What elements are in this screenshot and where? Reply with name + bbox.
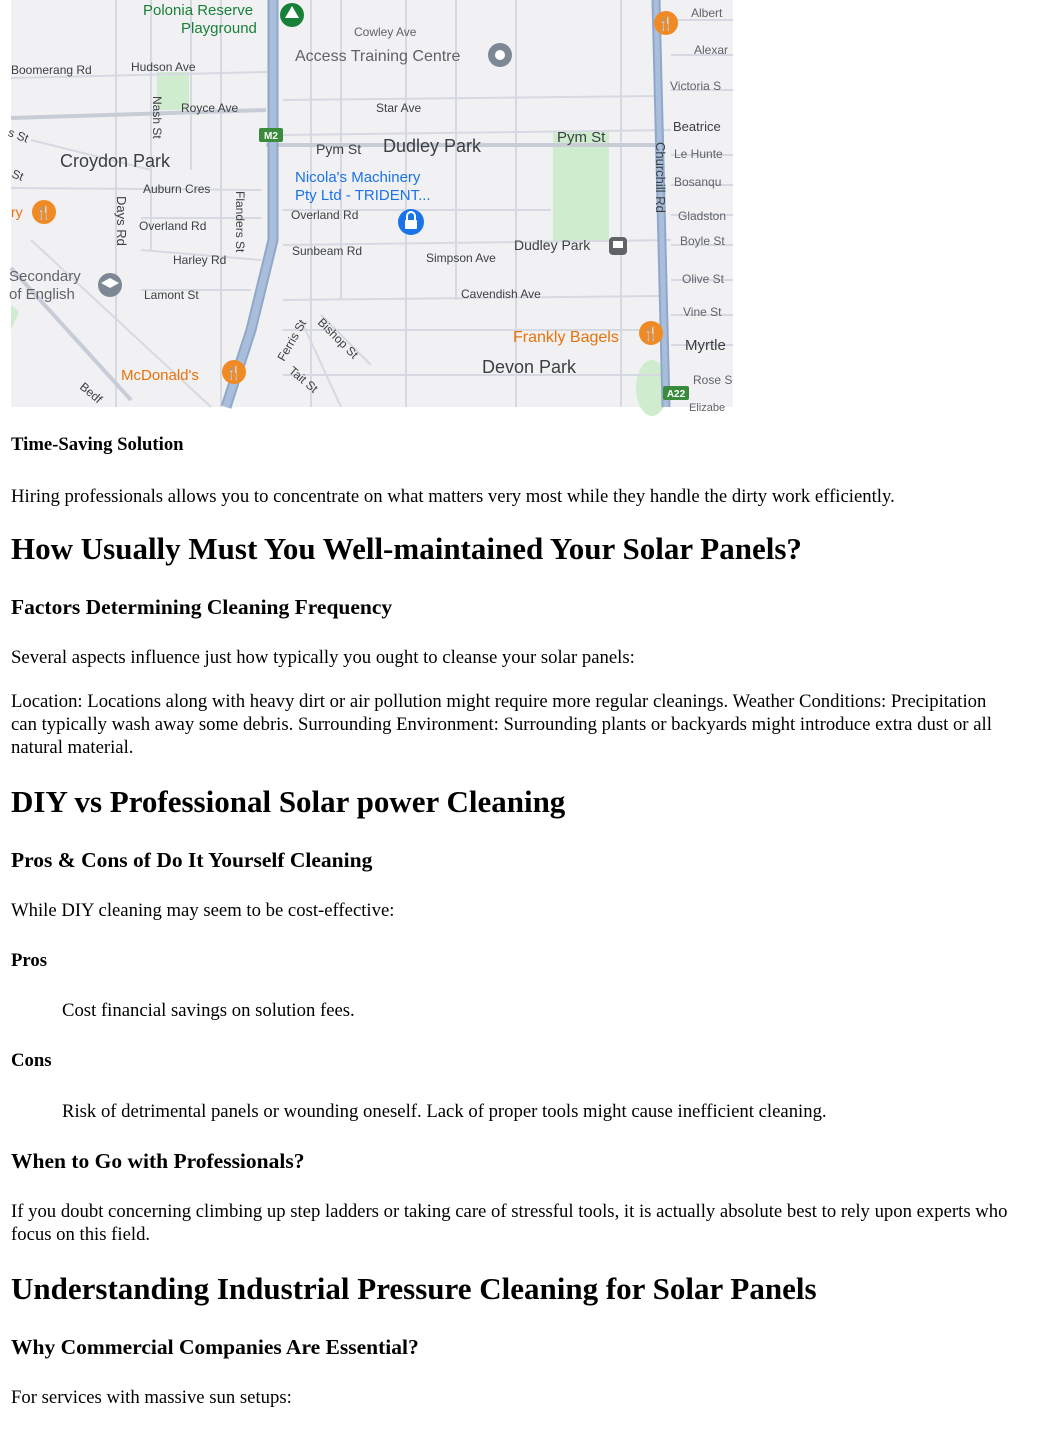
map-label-myrtle: Myrtle — [685, 337, 726, 354]
map-label-auburn: Auburn Cres — [143, 182, 211, 196]
map-label-gladstone: Gladston — [678, 209, 727, 223]
cons-heading: Cons — [11, 1050, 52, 1071]
map-label-dudley-station: Dudley Park — [514, 237, 591, 253]
time-saving-heading: Time-Saving Solution — [11, 434, 184, 455]
svg-text:🍴: 🍴 — [35, 205, 53, 220]
map-label-alberton: Albert — [691, 6, 723, 20]
restaurant-icon[interactable] — [32, 200, 56, 224]
map-label-left-st2: St — [9, 166, 26, 184]
svg-text:🍴: 🍴 — [657, 16, 675, 31]
map-label-polonia: Polonia Reserve — [143, 2, 254, 19]
map-label-polonia-2: Playground — [181, 20, 257, 37]
map-label-cavendish: Cavendish Ave — [461, 287, 541, 301]
map-label-ferris: Ferris St — [274, 317, 310, 364]
restaurant-icon[interactable] — [222, 360, 246, 384]
diy-vs-heading: DIY vs Professional Solar power Cleaning — [11, 784, 566, 819]
map-image[interactable] — [6, 0, 733, 414]
tree-icon[interactable] — [280, 3, 304, 27]
map-graphic — [6, 0, 733, 414]
map-label-dudley-park: Dudley Park — [383, 136, 482, 156]
map-label-lamont: Lamont St — [144, 288, 199, 302]
place-icon[interactable] — [488, 43, 512, 67]
svg-text:🍴: 🍴 — [225, 365, 243, 380]
map-label-frankly: Frankly Bagels — [513, 329, 619, 346]
map-label-cowley: Cowley Ave — [354, 25, 417, 39]
map-label-overland-left: Overland Rd — [139, 219, 207, 233]
map-label-pym-right: Pym St — [557, 129, 606, 146]
map-label-le-hunte: Le Hunte — [674, 147, 723, 161]
svg-text:🍴: 🍴 — [642, 326, 660, 341]
map-label-olive: Olive St — [682, 272, 725, 286]
several-aspects-paragraph: Several aspects influence just how typically you ought to cleanse your solar panels: — [11, 647, 635, 668]
map-label-harley: Harley Rd — [173, 253, 227, 267]
hiring-paragraph: Hiring professionals allows you to concentrate on what matters very most while they handle the dirty work efficiently. — [11, 486, 895, 507]
map-label-royce: Royce Ave — [181, 101, 239, 115]
map-label-flanders: Flanders St — [233, 191, 247, 253]
map-label-access: Access Training Centre — [295, 48, 461, 65]
map-label-victoria: Victoria S — [670, 79, 722, 93]
map-label-nash: Nash St — [150, 96, 164, 139]
map-label-boomerang: Boomerang Rd — [11, 63, 92, 77]
map-label-churchill: Churchill Rd — [653, 142, 668, 213]
map-label-nicolas: Nicola's Machinery — [295, 169, 421, 186]
map-label-tait: Tait St — [286, 363, 321, 396]
lock-icon[interactable] — [398, 209, 424, 235]
map-label-secondary: Secondary — [9, 268, 81, 285]
restaurant-icon[interactable] — [639, 321, 663, 345]
map-label-vine: Vine St — [683, 305, 722, 319]
cost-savings-item: Cost financial savings on solution fees. — [62, 1000, 355, 1021]
map-label-left-st: s St — [6, 125, 31, 146]
train-icon[interactable] — [609, 237, 627, 255]
location-paragraph: Location: Locations along with heavy dirt or air pollution might require more regular cleanings. Weather Conditions: Precipitation can typically wash away some debris. Surrounding Environment: Surrounding plants or backyards might introduce extra dust or all natural material. — [11, 691, 992, 758]
map-label-left-ry: ry — [11, 204, 23, 220]
map-label-beatrice: Beatrice — [673, 119, 721, 134]
pros-cons-heading: Pros & Cons of Do It Yourself Cleaning — [11, 848, 373, 872]
why-commercial-heading: Why Commercial Companies Are Essential? — [11, 1335, 419, 1359]
map-label-a22: A22 — [666, 389, 686, 400]
how-usually-heading: How Usually Must You Well-maintained Your Solar Panels? — [11, 531, 802, 566]
risk-item: Risk of detrimental panels or wounding oneself. Lack of proper tools might cause inefficient cleaning. — [62, 1101, 827, 1122]
if-you-doubt-paragraph: If you doubt concerning climbing up step ladders or taking care of stressful tools, it is actually absolute best to rely upon experts who focus on this field. — [11, 1201, 1008, 1245]
map-label-boyle: Boyle St — [680, 234, 725, 248]
map-label-overland-right: Overland Rd — [291, 208, 359, 222]
pros-heading: Pros — [11, 950, 47, 971]
restaurant-icon[interactable] — [654, 11, 678, 35]
map-label-bishop: Bishop St — [314, 315, 362, 362]
for-services-paragraph: For services with massive sun setups: — [11, 1387, 292, 1408]
park-area — [553, 132, 609, 242]
map-label-secondary-2: of English — [9, 286, 75, 303]
map-label-m2: M2 — [264, 131, 278, 142]
map-label-hudson: Hudson Ave — [131, 60, 196, 74]
map-label-mcdonalds: McDonald's — [121, 367, 199, 384]
map-label-star: Star Ave — [376, 101, 422, 115]
school-icon[interactable] — [98, 273, 122, 297]
understanding-heading: Understanding Industrial Pressure Cleaning for Solar Panels — [11, 1271, 817, 1306]
map-label-elizabeth: Elizabe — [689, 402, 726, 414]
map-label-nicolas-2: Pty Ltd - TRIDENT... — [295, 187, 431, 204]
map-label-pym-left: Pym St — [316, 141, 362, 157]
map-label-sunbeam: Sunbeam Rd — [292, 244, 363, 258]
map-label-croydon: Croydon Park — [60, 151, 171, 171]
map-label-bosanquet: Bosanqu — [674, 175, 722, 189]
map-label-devon: Devon Park — [482, 357, 577, 377]
map-label-bedford: Bedf — [77, 379, 105, 407]
factors-heading: Factors Determining Cleaning Frequency — [11, 595, 393, 619]
map-label-alexandra: Alexar — [694, 43, 729, 57]
map-label-simpson: Simpson Ave — [426, 251, 496, 265]
while-diy-paragraph: While DIY cleaning may seem to be cost-effective: — [11, 900, 395, 921]
when-professionals-heading: When to Go with Professionals? — [11, 1149, 305, 1173]
map-label-rose: Rose S — [693, 373, 733, 387]
map-label-days: Days Rd — [114, 196, 129, 246]
